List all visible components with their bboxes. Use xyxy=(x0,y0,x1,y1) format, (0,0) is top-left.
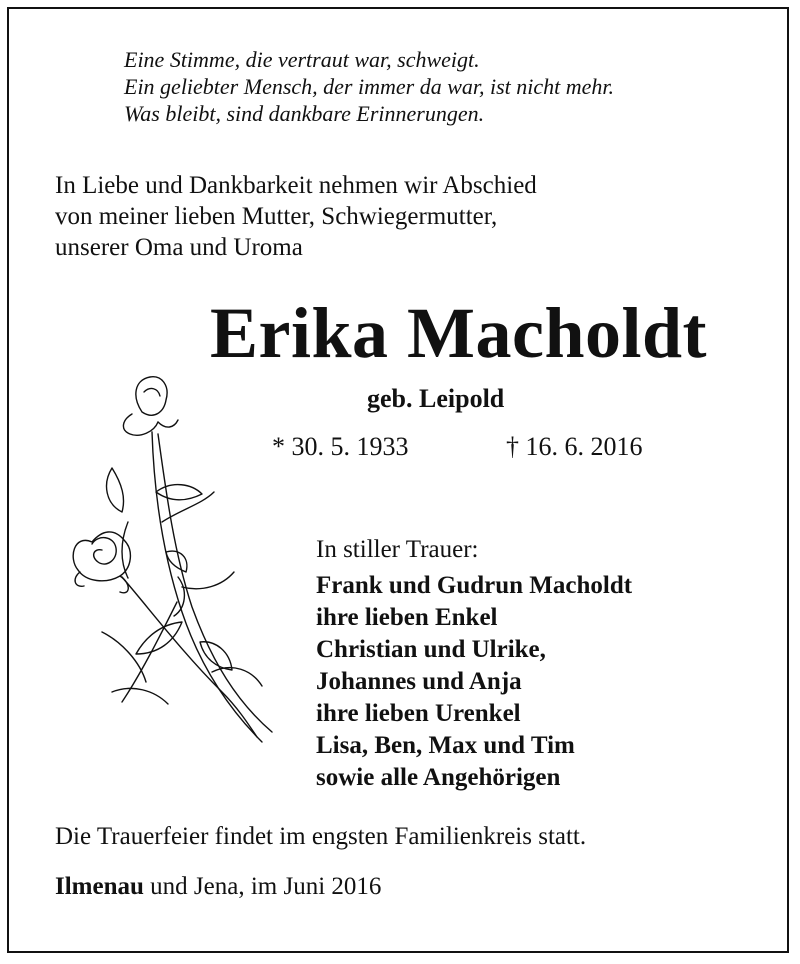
poem xyxy=(124,46,614,127)
intro-text xyxy=(55,170,537,263)
place-rest: und Jena, im Juni 2016 xyxy=(143,873,382,900)
mourner-line: Johannes und Anja xyxy=(316,668,522,695)
mourner-line: sowie alle Angehörigen xyxy=(316,764,561,791)
birth-date: * 30. 5. 1933 xyxy=(272,432,409,461)
mourner-line: ihre lieben Enkel xyxy=(316,604,498,631)
poem-line: Was bleibt, sind dankbare Erinnerungen. xyxy=(124,101,485,126)
intro-line: unserer Oma und Uroma xyxy=(55,234,303,261)
mourning-label: In stiller Trauer: xyxy=(316,536,479,563)
rose-drawing-icon xyxy=(62,372,280,752)
mourner-line: Lisa, Ben, Max und Tim xyxy=(316,732,575,759)
mourners-list xyxy=(316,570,632,794)
mourner-line: Christian und Ulrike, xyxy=(316,636,546,663)
place-date xyxy=(55,871,381,903)
place-city: Ilmenau xyxy=(55,873,144,900)
deceased-name: Erika Macholdt xyxy=(210,293,708,373)
poem-line: Ein geliebter Mensch, der immer da war, ist nicht mehr. xyxy=(124,74,615,99)
funeral-note: Die Trauerfeier findet im engsten Familienkreis statt. xyxy=(55,823,587,850)
mourner-line: Frank und Gudrun Macholdt xyxy=(316,572,633,599)
poem-line: Eine Stimme, die vertraut war, schweigt. xyxy=(124,47,480,72)
death-date: † 16. 6. 2016 xyxy=(506,432,643,461)
intro-line: In Liebe und Dankbarkeit nehmen wir Abschied xyxy=(55,172,537,199)
intro-line: von meiner lieben Mutter, Schwiegermutter, xyxy=(55,203,498,230)
mourner-line: ihre lieben Urenkel xyxy=(316,700,521,727)
maiden-name: geb. Leipold xyxy=(367,384,505,413)
